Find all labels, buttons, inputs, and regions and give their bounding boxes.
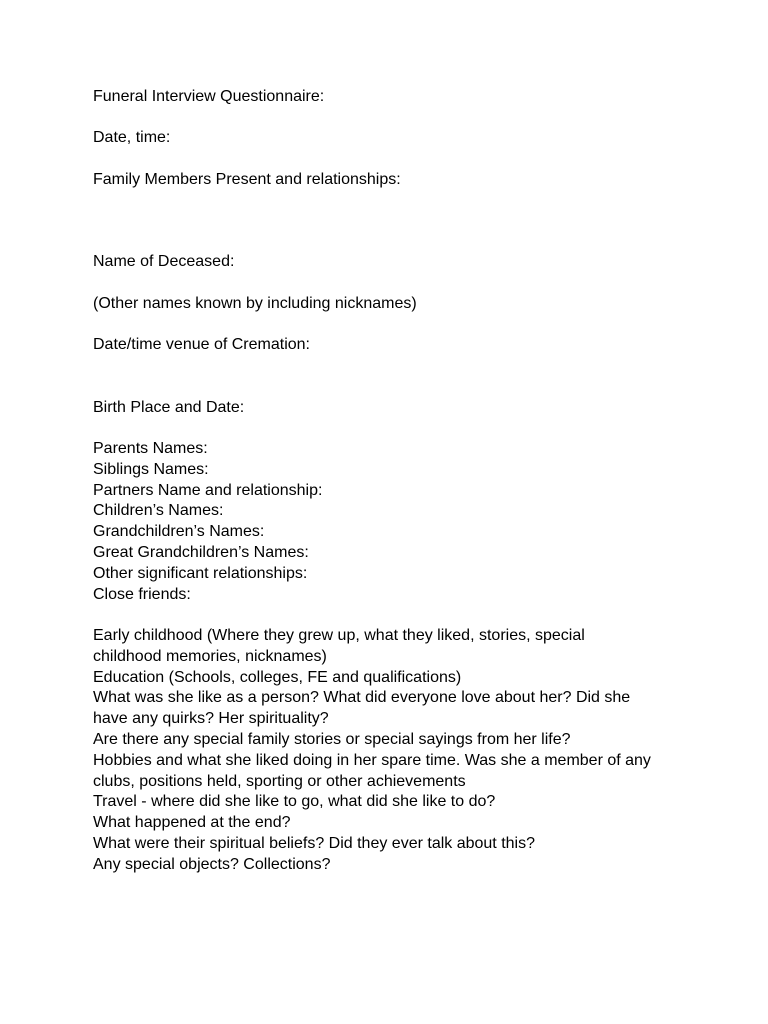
relationships-list [93, 439, 693, 605]
question-line: What were their spiritual beliefs? Did they ever talk about this? [93, 834, 535, 852]
document-title: Funeral Interview Questionnaire: [93, 88, 325, 105]
relationship-item: Other significant relationships: [93, 564, 308, 582]
question-line: What happened at the end? [93, 814, 291, 832]
relationship-item: Partners Name and relationship: [93, 481, 323, 499]
question-line: Any special objects? Collections? [93, 855, 331, 873]
relationship-item: Close friends: [93, 585, 191, 603]
relationship-item: Parents Names: [93, 440, 208, 458]
cremation-label: Date/time venue of Cremation: [93, 335, 310, 353]
question-line: What was she like as a person? What did everyone love about her? Did she [93, 689, 631, 707]
question-line: childhood memories, nicknames) [93, 647, 327, 665]
question-line: Hobbies and what she liked doing in her spare time. Was she a member of any [93, 751, 651, 769]
document-body [93, 87, 693, 876]
question-line: clubs, positions held, sporting or other achievements [93, 772, 466, 790]
family-present-label: Family Members Present and relationships: [93, 170, 401, 188]
other-names-label: (Other names known by including nicknames) [93, 294, 417, 312]
name-of-deceased-label: Name of Deceased: [93, 253, 235, 271]
question-line: Education (Schools, colleges, FE and qualifications) [93, 668, 462, 686]
relationship-item: Grandchildren’s Names: [93, 523, 265, 541]
date-time-label: Date, time: [93, 129, 171, 147]
questions-list [93, 626, 693, 876]
relationship-item: Children’s Names: [93, 502, 224, 520]
question-line: have any quirks? Her spirituality? [93, 710, 329, 728]
question-line: Early childhood (Where they grew up, what they liked, stories, special [93, 626, 585, 644]
question-line: Travel - where did she like to go, what did she like to do? [93, 793, 496, 811]
relationship-item: Great Grandchildren’s Names: [93, 544, 309, 562]
question-line: Are there any special family stories or special sayings from her life? [93, 730, 571, 748]
birth-label: Birth Place and Date: [93, 398, 245, 416]
relationship-item: Siblings Names: [93, 460, 209, 478]
